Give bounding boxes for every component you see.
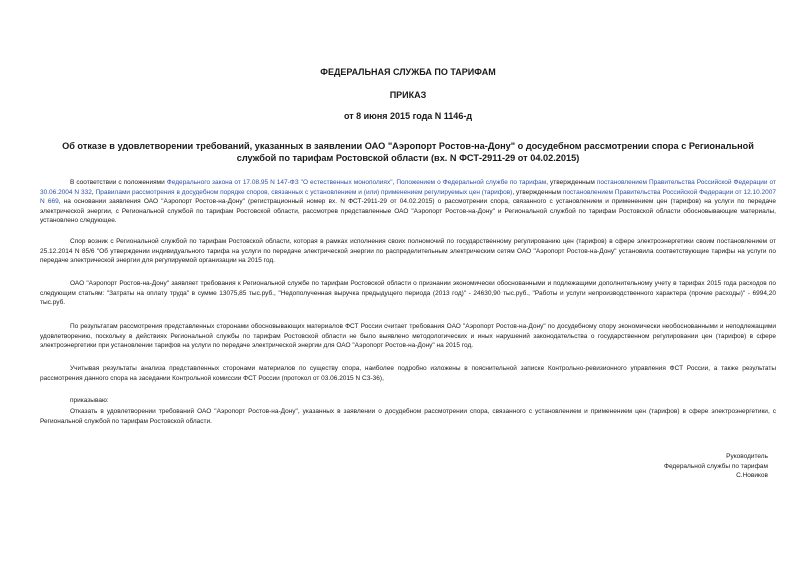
paragraph-text: ,: [392, 179, 397, 186]
paragraph-text: , утвержденным: [512, 188, 563, 196]
paragraph-claims: ОАО "Аэропорт Ростов-на-Дону" заявляет требования к Региональной службе по тарифам Ростовской области о признании экономически обоснованными и подлежащими дополнительному учету в тарифах 2015 года расходов по следующим статьям: "Затраты на оплату труда" в сумме 13075,85 тыс.руб., "Недополученная выручка предыдущего периода (2013 год)" - 24630,90 тыс.руб., "Работы и услуги непроизводственного характера (прочие расходы)" - 6994,20 тыс.руб.: [40, 280, 776, 307]
document-date-number: от 8 июня 2015 года N 1146-д: [343, 111, 473, 121]
document-page: [40, 0, 776, 571]
paragraph-considering: Учитывая результаты анализа представленных сторонами материалов по существу спора, наиболее подробно изложены в пояснительной записке Контрольно-ревизионного управления ФСТ России, а также результаты рассмотрения данного спора на заседании Контрольной комиссии ФСТ России (протокол от 03.06.2015 N СЗ-36),: [40, 365, 776, 382]
link-dispute-rules[interactable]: Правилами рассмотрения в досудебном порядке споров, связанных с установлением и (или) применением регулируемых цен (тарифов): [95, 188, 513, 196]
link-fst-regulation[interactable]: Положением о Федеральной службе по тарифам: [396, 179, 547, 186]
signature-organization: Федеральной службы по тарифам: [664, 462, 768, 470]
paragraph-order-word: приказываю:: [70, 397, 109, 404]
agency-name: ФЕДЕРАЛЬНАЯ СЛУЖБА ПО ТАРИФАМ: [320, 67, 496, 77]
link-government-decree-669[interactable]: постановлением Правительства Российской Федерации от 12.10.2007 N 669: [40, 188, 776, 206]
signature-position: Руководитель: [726, 453, 768, 460]
paragraph-text: , утвержденным: [546, 179, 597, 186]
paragraph-basis: [40, 178, 776, 226]
paragraph-text: , на основании заявления ОАО "Аэропорт Ростов-на-Дону" (регистрационный номер вх. N ФСТ-2911-29 от 04.02.2015) о рассмотрении спора, связанного с установлением и применением цен (тарифов) на услуги по передаче электрической энергии, с Региональной службой по тарифам Ростовской области, рассмотрев представленные ОАО "Аэропорт Ростов-на-Дону" и Региональной службой по тарифам Ростовской области обосновывающие материалы, установлено следующее.: [40, 198, 776, 225]
paragraph-decision: Отказать в удовлетворении требований ОАО "Аэропорт Ростов-на-Дону", указанных в заявлении о досудебном рассмотрении спора, связанного с установлением и применением цен (тарифов) в сфере электроэнергетики, с Региональной службой по тарифам Ростовской области.: [40, 408, 776, 425]
document-type: ПРИКАЗ: [389, 90, 427, 100]
document-title: Об отказе в удовлетворении требований, указанных в заявлении ОАО "Аэропорт Ростов-на-Дону" о досудебном рассмотрении спора с Региональной службой по тарифам Ростовской области (вх. N ФСТ-2911-29 от 04.02.2015): [62, 141, 754, 163]
paragraph-text: ,: [91, 188, 96, 196]
link-government-decree-332[interactable]: постановлением Правительства Российской Федерации от 30.06.2004 N 332: [40, 179, 776, 196]
signature-name: С.Новиков: [736, 472, 768, 480]
paragraph-findings: По результатам рассмотрения представленных сторонами обосновывающих материалов ФСТ России считает требования ОАО "Аэропорт Ростов-на-Дону" по досудебному спору экономически необоснованными и неподлежащими удовлетворению, поскольку в действиях Региональной службы по тарифам Ростовской области не было выявлено методологических и иных нарушений законодательства о государственном регулировании цен (тарифов) в сфере электроэнергетики при установлении тарифов на услуги по передаче электрической энергии для ОАО "Аэропорт Ростов-на-Дону" на 2015 год.: [40, 323, 776, 350]
paragraph-dispute: Спор возник с Региональной службой по тарифам Ростовской области, которая в рамках исполнения своих полномочий по государственному регулированию цен (тарифов) в сфере электроэнергетики своим постановлением от 25.12.2014 N 85/6 "Об утверждении индивидуального тарифа на услуги по передаче электрической энергии по распределительным электрическим сетям ОАО "Аэропорт Ростов-на-Дону" установила соответствующие тарифы на услуги по передаче электрической энергии для регулируемой организации на 2015 год.: [40, 238, 776, 265]
link-federal-law[interactable]: Федерального закона от 17.08.95 N 147-ФЗ "О естественных монополиях": [166, 179, 393, 186]
paragraph-text: В соответствии с положениями: [70, 179, 167, 186]
signature-block: [664, 452, 768, 481]
